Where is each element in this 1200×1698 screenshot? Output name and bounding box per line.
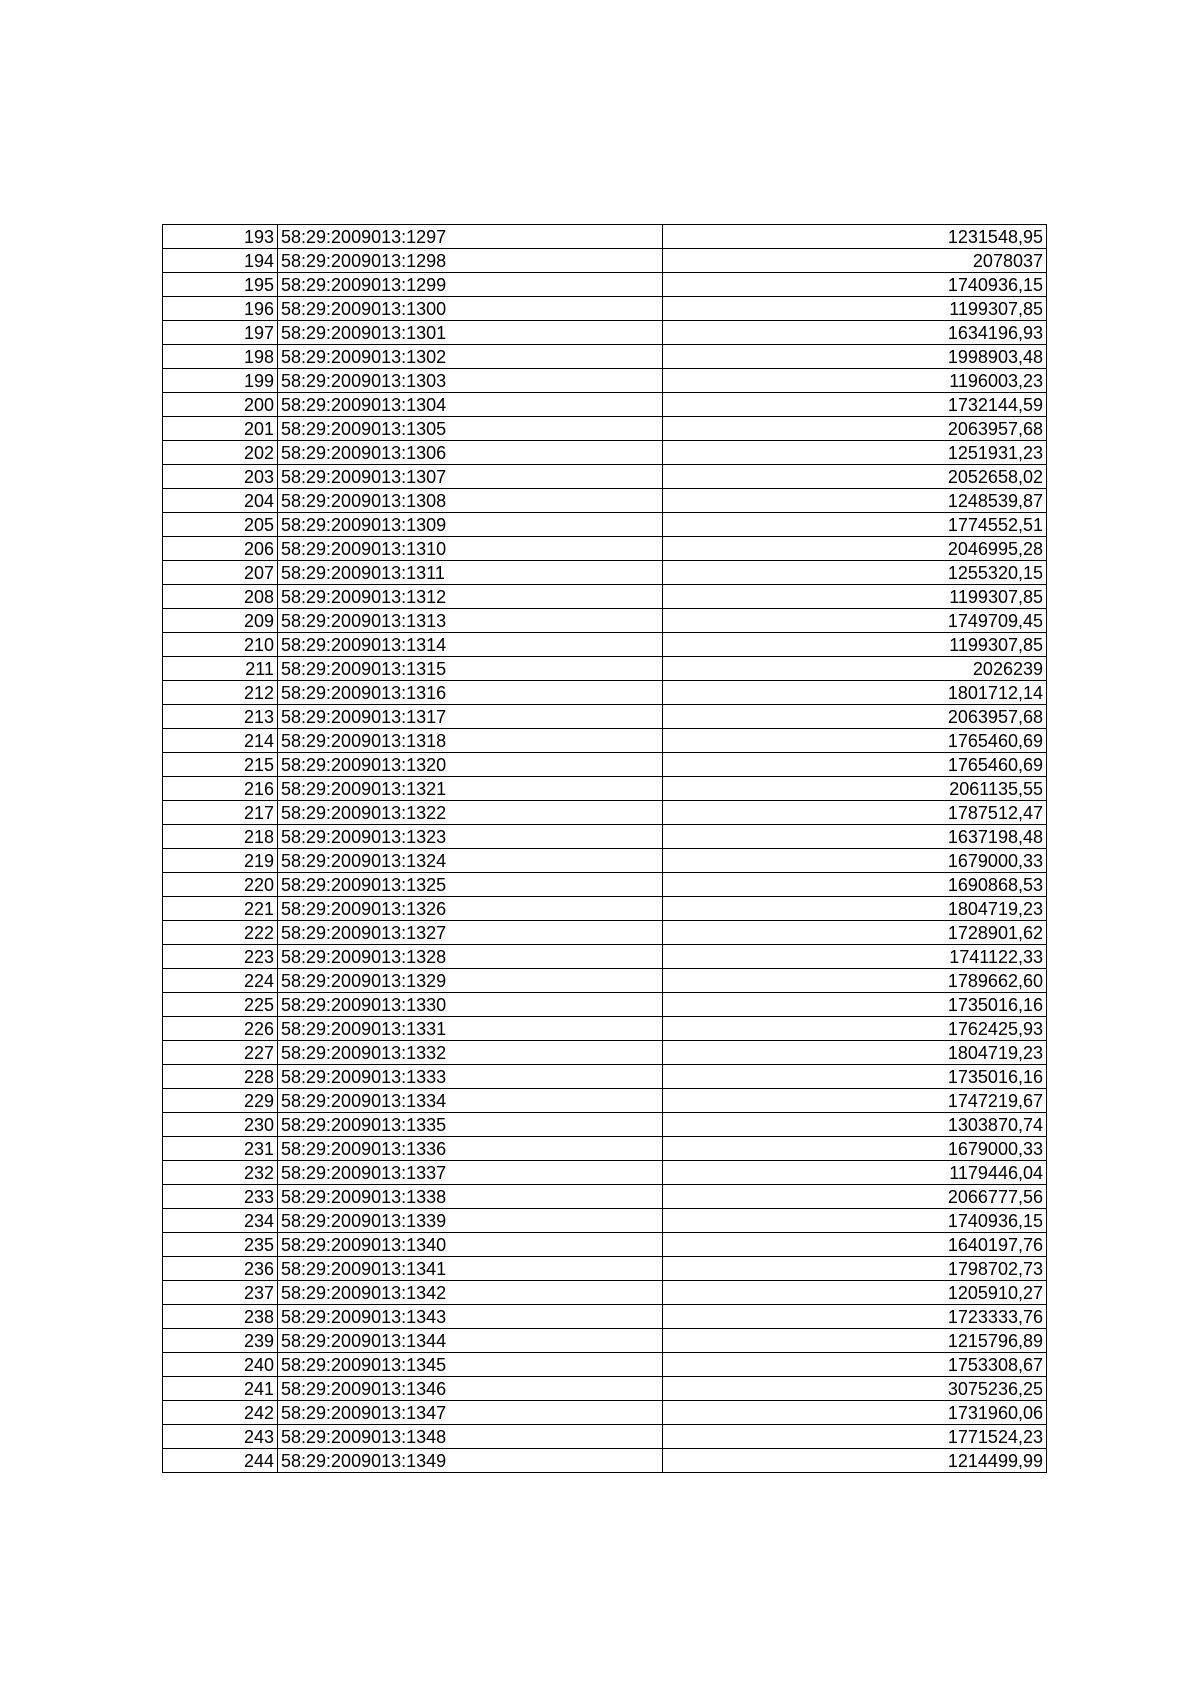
cadastral-number: 58:29:2009013:1309 [278,513,663,537]
cadastral-value: 1735016,16 [663,1065,1047,1089]
table-row [163,969,1047,993]
cadastral-value: 1728901,62 [663,921,1047,945]
table-row [163,1017,1047,1041]
row-number: 238 [163,1305,278,1329]
row-number: 201 [163,417,278,441]
cadastral-number: 58:29:2009013:1332 [278,1041,663,1065]
table-row [163,1209,1047,1233]
table-row [163,1041,1047,1065]
cadastral-number: 58:29:2009013:1316 [278,681,663,705]
table-row [163,585,1047,609]
row-number: 206 [163,537,278,561]
table-row [163,1449,1047,1473]
row-number: 204 [163,489,278,513]
row-number: 213 [163,705,278,729]
cadastral-value: 2052658,02 [663,465,1047,489]
cadastral-number: 58:29:2009013:1348 [278,1425,663,1449]
cadastral-number: 58:29:2009013:1315 [278,657,663,681]
row-number: 211 [163,657,278,681]
row-number: 210 [163,633,278,657]
cadastral-number: 58:29:2009013:1343 [278,1305,663,1329]
row-number: 208 [163,585,278,609]
cadastral-number: 58:29:2009013:1314 [278,633,663,657]
cadastral-value: 2061135,55 [663,777,1047,801]
cadastral-value: 1765460,69 [663,753,1047,777]
cadastral-number: 58:29:2009013:1310 [278,537,663,561]
row-number: 241 [163,1377,278,1401]
cadastral-number: 58:29:2009013:1299 [278,273,663,297]
row-number: 242 [163,1401,278,1425]
row-number: 239 [163,1329,278,1353]
cadastral-number: 58:29:2009013:1324 [278,849,663,873]
row-number: 225 [163,993,278,1017]
cadastral-number: 58:29:2009013:1331 [278,1017,663,1041]
cadastral-value: 1747219,67 [663,1089,1047,1113]
cadastral-number: 58:29:2009013:1306 [278,441,663,465]
cadastral-number: 58:29:2009013:1317 [278,705,663,729]
cadastral-value: 2046995,28 [663,537,1047,561]
table-row [163,849,1047,873]
cadastral-number: 58:29:2009013:1298 [278,249,663,273]
cadastral-number: 58:29:2009013:1339 [278,1209,663,1233]
table-row [163,489,1047,513]
cadastral-value: 1765460,69 [663,729,1047,753]
row-number: 230 [163,1113,278,1137]
cadastral-number: 58:29:2009013:1338 [278,1185,663,1209]
table-row [163,321,1047,345]
cadastral-value: 2063957,68 [663,705,1047,729]
cadastral-value: 1637198,48 [663,825,1047,849]
table-row [163,633,1047,657]
cadastral-number: 58:29:2009013:1308 [278,489,663,513]
cadastral-value: 1214499,99 [663,1449,1047,1473]
table-row [163,297,1047,321]
table-row [163,249,1047,273]
table-row [163,1353,1047,1377]
table-row [163,705,1047,729]
row-number: 195 [163,273,278,297]
cadastral-value: 1179446,04 [663,1161,1047,1185]
row-number: 240 [163,1353,278,1377]
cadastral-value: 1787512,47 [663,801,1047,825]
table-row [163,897,1047,921]
table-row [163,393,1047,417]
table-row [163,993,1047,1017]
cadastral-value: 1998903,48 [663,345,1047,369]
cadastral-number: 58:29:2009013:1346 [278,1377,663,1401]
cadastral-value: 1801712,14 [663,681,1047,705]
row-number: 220 [163,873,278,897]
table-row [163,825,1047,849]
cadastral-number: 58:29:2009013:1323 [278,825,663,849]
cadastral-value: 2026239 [663,657,1047,681]
row-number: 217 [163,801,278,825]
cadastral-value: 1303870,74 [663,1113,1047,1137]
cadastral-value: 1740936,15 [663,273,1047,297]
cadastral-number: 58:29:2009013:1344 [278,1329,663,1353]
table-row [163,873,1047,897]
table-body [163,225,1047,1473]
cadastral-value: 1196003,23 [663,369,1047,393]
cadastral-value: 1205910,27 [663,1281,1047,1305]
row-number: 228 [163,1065,278,1089]
table-row [163,1137,1047,1161]
table-row [163,1233,1047,1257]
row-number: 234 [163,1209,278,1233]
row-number: 198 [163,345,278,369]
row-number: 202 [163,441,278,465]
cadastral-number: 58:29:2009013:1333 [278,1065,663,1089]
table-row [163,1161,1047,1185]
row-number: 215 [163,753,278,777]
table-row [163,753,1047,777]
row-number: 214 [163,729,278,753]
row-number: 233 [163,1185,278,1209]
cadastral-number: 58:29:2009013:1328 [278,945,663,969]
table-row [163,609,1047,633]
cadastral-number: 58:29:2009013:1322 [278,801,663,825]
table-row [163,513,1047,537]
row-number: 194 [163,249,278,273]
cadastral-number: 58:29:2009013:1318 [278,729,663,753]
cadastral-value-table [162,224,1047,1473]
cadastral-value: 1248539,87 [663,489,1047,513]
cadastral-number: 58:29:2009013:1307 [278,465,663,489]
cadastral-value: 1771524,23 [663,1425,1047,1449]
cadastral-value: 1199307,85 [663,297,1047,321]
cadastral-value: 1215796,89 [663,1329,1047,1353]
cadastral-value: 1804719,23 [663,897,1047,921]
row-number: 219 [163,849,278,873]
row-number: 243 [163,1425,278,1449]
cadastral-number: 58:29:2009013:1321 [278,777,663,801]
row-number: 207 [163,561,278,585]
table-row [163,921,1047,945]
cadastral-number: 58:29:2009013:1300 [278,297,663,321]
cadastral-number: 58:29:2009013:1341 [278,1257,663,1281]
cadastral-number: 58:29:2009013:1336 [278,1137,663,1161]
cadastral-number: 58:29:2009013:1312 [278,585,663,609]
row-number: 212 [163,681,278,705]
cadastral-value: 1640197,76 [663,1233,1047,1257]
cadastral-value: 1789662,60 [663,969,1047,993]
cadastral-value: 2066777,56 [663,1185,1047,1209]
row-number: 218 [163,825,278,849]
row-number: 235 [163,1233,278,1257]
cadastral-value: 1732144,59 [663,393,1047,417]
cadastral-value: 1251931,23 [663,441,1047,465]
cadastral-number: 58:29:2009013:1349 [278,1449,663,1473]
row-number: 226 [163,1017,278,1041]
cadastral-value: 1231548,95 [663,225,1047,249]
cadastral-value: 1690868,53 [663,873,1047,897]
table-row [163,1377,1047,1401]
cadastral-value: 1804719,23 [663,1041,1047,1065]
row-number: 209 [163,609,278,633]
table-row [163,1305,1047,1329]
row-number: 229 [163,1089,278,1113]
table-row [163,681,1047,705]
table-row [163,1257,1047,1281]
table-row [163,777,1047,801]
table-row [163,1185,1047,1209]
cadastral-value: 1679000,33 [663,1137,1047,1161]
cadastral-number: 58:29:2009013:1304 [278,393,663,417]
cadastral-value: 2078037 [663,249,1047,273]
table-row [163,1089,1047,1113]
row-number: 232 [163,1161,278,1185]
cadastral-value: 1749709,45 [663,609,1047,633]
cadastral-value: 1723333,76 [663,1305,1047,1329]
row-number: 197 [163,321,278,345]
row-number: 221 [163,897,278,921]
cadastral-value: 1753308,67 [663,1353,1047,1377]
table-row [163,537,1047,561]
cadastral-value: 1735016,16 [663,993,1047,1017]
table-row [163,369,1047,393]
row-number: 193 [163,225,278,249]
cadastral-number: 58:29:2009013:1326 [278,897,663,921]
cadastral-number: 58:29:2009013:1342 [278,1281,663,1305]
table-row [163,273,1047,297]
cadastral-number: 58:29:2009013:1297 [278,225,663,249]
table-row [163,1401,1047,1425]
cadastral-value: 1741122,33 [663,945,1047,969]
cadastral-value: 1255320,15 [663,561,1047,585]
row-number: 200 [163,393,278,417]
cadastral-number: 58:29:2009013:1337 [278,1161,663,1185]
cadastral-value: 1679000,33 [663,849,1047,873]
cadastral-number: 58:29:2009013:1305 [278,417,663,441]
cadastral-value: 1199307,85 [663,585,1047,609]
cadastral-value: 1740936,15 [663,1209,1047,1233]
cadastral-number: 58:29:2009013:1334 [278,1089,663,1113]
cadastral-number: 58:29:2009013:1325 [278,873,663,897]
row-number: 205 [163,513,278,537]
row-number: 203 [163,465,278,489]
row-number: 222 [163,921,278,945]
cadastral-value: 1731960,06 [663,1401,1047,1425]
row-number: 237 [163,1281,278,1305]
cadastral-value: 3075236,25 [663,1377,1047,1401]
table-row [163,945,1047,969]
cadastral-value: 1634196,93 [663,321,1047,345]
table-row [163,1065,1047,1089]
table-row [163,801,1047,825]
table-row [163,417,1047,441]
cadastral-value: 2063957,68 [663,417,1047,441]
table-row [163,1113,1047,1137]
row-number: 223 [163,945,278,969]
row-number: 216 [163,777,278,801]
cadastral-number: 58:29:2009013:1335 [278,1113,663,1137]
row-number: 231 [163,1137,278,1161]
row-number: 236 [163,1257,278,1281]
table-row [163,1329,1047,1353]
cadastral-number: 58:29:2009013:1301 [278,321,663,345]
cadastral-value: 1774552,51 [663,513,1047,537]
table-row [163,345,1047,369]
cadastral-number: 58:29:2009013:1311 [278,561,663,585]
cadastral-value: 1199307,85 [663,633,1047,657]
cadastral-number: 58:29:2009013:1340 [278,1233,663,1257]
cadastral-number: 58:29:2009013:1303 [278,369,663,393]
cadastral-number: 58:29:2009013:1347 [278,1401,663,1425]
row-number: 244 [163,1449,278,1473]
cadastral-number: 58:29:2009013:1327 [278,921,663,945]
table-row [163,465,1047,489]
cadastral-number: 58:29:2009013:1329 [278,969,663,993]
cadastral-value: 1798702,73 [663,1257,1047,1281]
table-row [163,441,1047,465]
table-row [163,225,1047,249]
row-number: 196 [163,297,278,321]
cadastral-value: 1762425,93 [663,1017,1047,1041]
table-row [163,1425,1047,1449]
row-number: 199 [163,369,278,393]
table-row [163,561,1047,585]
table-row [163,657,1047,681]
cadastral-number: 58:29:2009013:1320 [278,753,663,777]
row-number: 227 [163,1041,278,1065]
table-row [163,729,1047,753]
cadastral-number: 58:29:2009013:1313 [278,609,663,633]
cadastral-number: 58:29:2009013:1345 [278,1353,663,1377]
table-row [163,1281,1047,1305]
cadastral-number: 58:29:2009013:1330 [278,993,663,1017]
cadastral-number: 58:29:2009013:1302 [278,345,663,369]
row-number: 224 [163,969,278,993]
